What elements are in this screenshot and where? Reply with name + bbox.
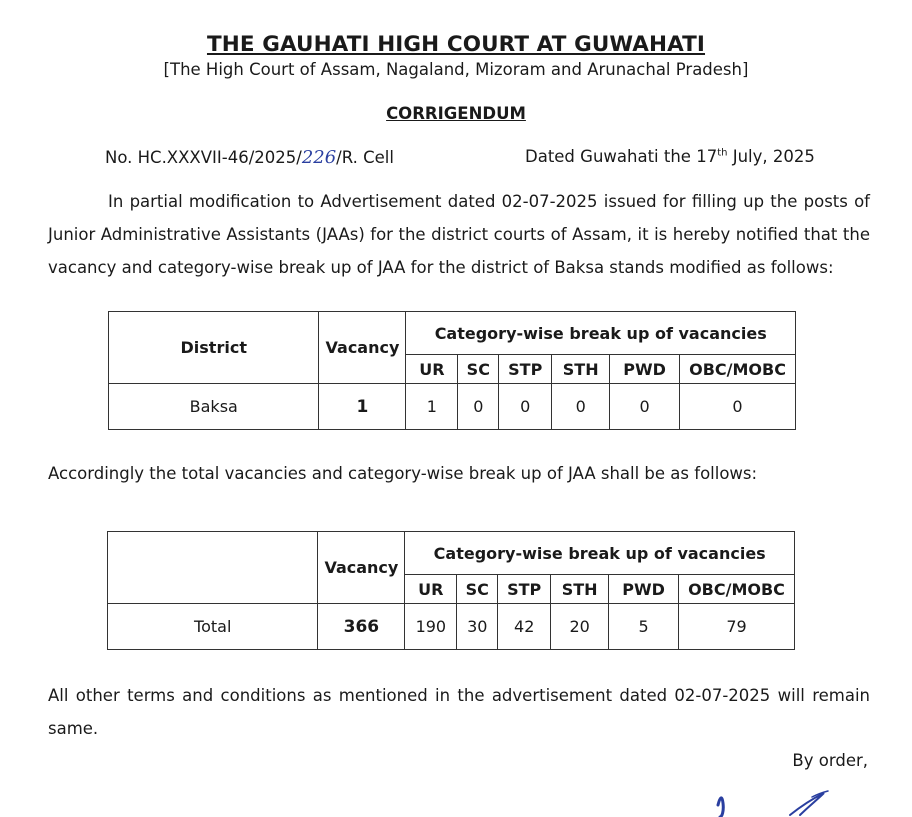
category-header: STP	[499, 355, 552, 384]
vacancy-cell: 1	[319, 384, 406, 430]
table-row	[109, 384, 796, 430]
category-value-cell: 0	[680, 384, 796, 430]
category-header: STP	[498, 575, 551, 604]
category-value-cell: 5	[609, 604, 679, 650]
category-header: UR	[405, 575, 457, 604]
category-value-cell: 0	[458, 384, 499, 430]
category-header: OBC/MOBC	[680, 355, 796, 384]
category-header: STH	[552, 355, 610, 384]
category-header: STH	[551, 575, 609, 604]
reference-number	[105, 147, 394, 168]
category-value-cell: 0	[499, 384, 552, 430]
date-suffix: July, 2025	[727, 147, 815, 166]
vacancy-header: Vacancy	[319, 312, 406, 384]
category-value-cell: 190	[405, 604, 457, 650]
category-header: SC	[458, 355, 499, 384]
category-header: PWD	[609, 575, 679, 604]
district-header: District	[109, 312, 319, 384]
category-value-cell: 42	[498, 604, 551, 650]
document-type-heading: CORRIGENDUM	[386, 104, 526, 123]
total-label-cell: Total	[108, 604, 318, 650]
category-value-cell: 79	[679, 604, 795, 650]
by-order-closing: By order,	[792, 751, 868, 770]
reference-prefix: No. HC.XXXVII-46/2025/	[105, 148, 302, 167]
document-title: THE GAUHATI HIGH COURT AT GUWAHATI	[206, 32, 706, 57]
vacancy-header: Vacancy	[318, 532, 405, 604]
category-value-cell: 0	[610, 384, 680, 430]
signature-icon	[700, 785, 840, 817]
document-subtitle: [The High Court of Assam, Nagaland, Mizoram and Arunachal Pradesh]	[163, 60, 749, 79]
category-header: PWD	[610, 355, 680, 384]
category-value-cell: 20	[551, 604, 609, 650]
category-group-header: Category-wise break up of vacancies	[405, 532, 795, 575]
category-value-cell: 1	[406, 384, 458, 430]
district-cell: Baksa	[109, 384, 319, 430]
blank-header-cell	[108, 532, 318, 604]
category-header: SC	[457, 575, 498, 604]
date-ordinal: th	[717, 147, 728, 159]
category-group-header: Category-wise break up of vacancies	[406, 312, 796, 355]
total-intro-paragraph: Accordingly the total vacancies and category-wise break up of JAA shall be as follows:	[48, 464, 758, 483]
date-prefix: Dated Guwahati the 17	[525, 147, 718, 166]
baksa-vacancy-table	[108, 311, 796, 430]
reference-suffix: /R. Cell	[336, 148, 394, 167]
category-value-cell: 0	[552, 384, 610, 430]
document-date	[525, 147, 815, 166]
modification-paragraph: In partial modification to Advertisement dated 02-07-2025 issued for filling up the posts of Junior Administrative Assistants (JAAs) for the district courts of Assam, it is hereby notified that the vacancy and category-wise break up of JAA for the district of Baksa stands modified as follows:	[48, 192, 870, 277]
vacancy-cell: 366	[318, 604, 405, 650]
category-header: OBC/MOBC	[679, 575, 795, 604]
category-header: UR	[406, 355, 458, 384]
category-value-cell: 30	[457, 604, 498, 650]
table-row	[108, 604, 795, 650]
handwritten-reference-number: 226	[301, 147, 337, 168]
terms-paragraph: All other terms and conditions as mentioned in the advertisement dated 02-07-2025 will remain same.	[48, 686, 870, 738]
total-vacancy-table	[107, 531, 795, 650]
